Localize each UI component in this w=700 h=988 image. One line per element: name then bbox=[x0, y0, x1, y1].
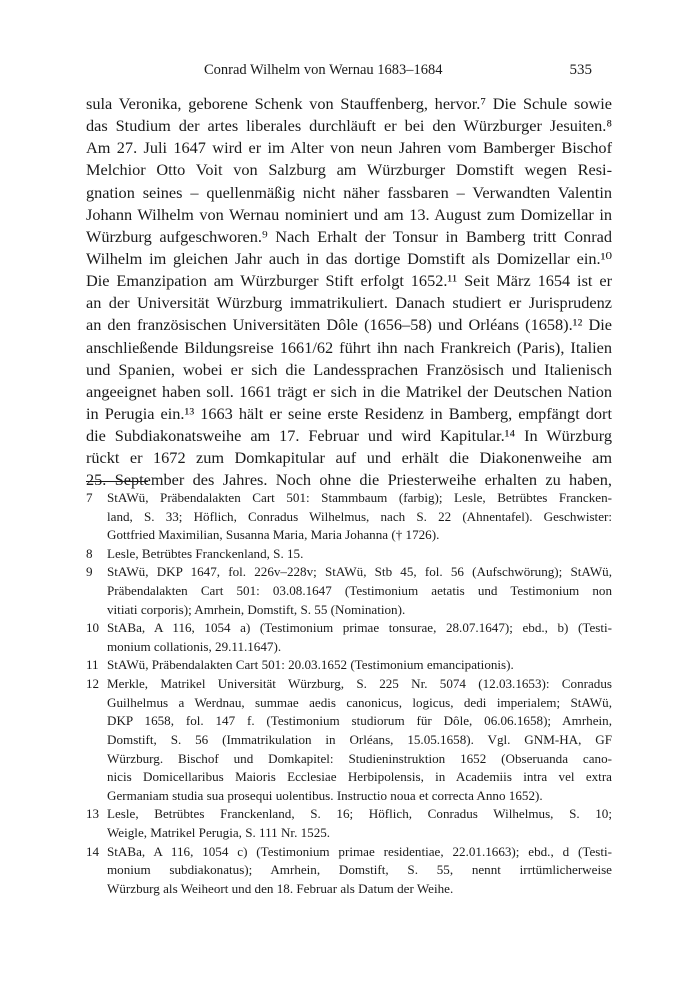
footnote-line bbox=[86, 619, 612, 638]
body-text bbox=[86, 93, 612, 492]
body-line: das Studium der artes liberales durchläuft er bei den Würzburger Jesuiten.⁸ bbox=[86, 116, 612, 136]
footnote-number: 8 bbox=[86, 545, 93, 561]
body-line: Melchior Otto Voit von Salzburg am Würzburger Domstift wegen Resi- bbox=[86, 160, 612, 180]
footnote-line bbox=[86, 582, 612, 601]
footnote-11 bbox=[86, 656, 612, 675]
footnote-rule bbox=[86, 481, 148, 482]
footnote-7 bbox=[86, 489, 612, 545]
footnote-line bbox=[86, 675, 612, 694]
footnote-text: Merkle, Matrikel Universität Würzburg, S. 225 Nr. 5074 (12.03.1653): Conradus bbox=[107, 676, 612, 692]
footnote-text: Gottfried Maximilian, Susanna Maria, Maria Johanna († 1726). bbox=[107, 527, 440, 543]
body-line: an den französischen Universitäten Dôle (1656–58) und Orléans (1658).¹² Die bbox=[86, 315, 612, 335]
body-line: 25. September des Jahres. Noch ohne die Priesterweihe erhalten zu haben, bbox=[86, 470, 612, 490]
footnote-text: DKP 1658, fol. 147 f. (Testimonium studiorum für Dôle, 06.06.1658); Amrhein, bbox=[107, 713, 612, 729]
footnote-line bbox=[86, 638, 612, 657]
body-line: Wilhelm im gleichen Jahr auch in das dortige Domstift als Domizellar ein.¹⁰ bbox=[86, 248, 612, 268]
body-line: anschließende Bildungsreise 1661/62 führt ihn nach Frankreich (Paris), Italien bbox=[86, 337, 612, 357]
footnote-text: StABa, A 116, 1054 a) (Testimonium primae tonsurae, 28.07.1647); ebd., b) (Testi- bbox=[107, 620, 612, 636]
body-line: die Subdiakonatsweihe am 17. Februar und wird Kapitular.¹⁴ In Würzburg bbox=[86, 426, 612, 446]
footnote-text: nicis Domicellaribus Maioris Ecclesiae Herbipolensis, in Academiis intra vel extra bbox=[107, 769, 612, 785]
footnote-line bbox=[86, 508, 612, 527]
footnote-12 bbox=[86, 675, 612, 805]
footnote-13 bbox=[86, 805, 612, 842]
footnote-text: Würzburg. Bischof und Domkapitel: Studieninstruktion 1652 (Obseruanda cano- bbox=[107, 750, 612, 766]
footnote-number: 7 bbox=[86, 490, 93, 505]
body-line: Die Emanzipation am Würzburger Stift erfolgt 1652.¹¹ Seit März 1654 ist er bbox=[86, 271, 612, 291]
body-line: Würzburg aufgeschworen.⁹ Nach Erhalt der Tonsur in Bamberg tritt Conrad bbox=[86, 226, 612, 246]
footnote-line bbox=[86, 545, 612, 564]
footnote-text: Präbendalakten Cart 501: 03.08.1647 (Testimonium aetatis und Testimonium non bbox=[107, 583, 612, 599]
footnote-9 bbox=[86, 563, 612, 619]
body-line: sula Veronika, geborene Schenk von Stauffenberg, hervor.⁷ Die Schule sowie bbox=[86, 94, 612, 113]
footnote-line bbox=[86, 768, 612, 787]
footnote-8 bbox=[86, 545, 612, 564]
footnote-text: Germaniam studia sua prosequi uolentibus. Instructio noua et correcta Anno 1652). bbox=[107, 787, 543, 803]
footnote-text: Lesle, Betrübtes Franckenland, S. 16; Höflich, Conradus Wilhelmus, S. 10; bbox=[107, 806, 612, 822]
footnote-line bbox=[86, 601, 612, 620]
footnote-line bbox=[86, 563, 612, 582]
footnote-text: Würzburg als Weiheort und den 18. Februar als Datum der Weihe. bbox=[107, 880, 454, 896]
body-line: angeeignet haben soll. 1661 trägt er sich in die Matrikel der Deutschen Nation bbox=[86, 381, 612, 401]
body-line: und Spanien, wobei er sich die Landessprachen Französisch und Italienisch bbox=[86, 359, 612, 379]
footnote-line bbox=[86, 694, 612, 713]
footnote-text: land, S. 33; Höflich, Conradus Wilhelmus, nach S. 22 (Ahnentafel). Geschwister: bbox=[107, 508, 612, 524]
footnote-line bbox=[86, 861, 612, 880]
footnote-text: StAWü, DKP 1647, fol. 226v–228v; StAWü, Stb 45, fol. 56 (Aufschwörung); StAWü, bbox=[107, 564, 612, 580]
body-line: gnation seines – quellenmäßig nicht näher fassbaren – Verwandten Valentin bbox=[86, 182, 612, 202]
body-line: Am 27. Juli 1647 wird er im Alter von neun Jahren vom Bamberger Bischof bbox=[86, 138, 612, 158]
footnote-line bbox=[86, 712, 612, 731]
body-line: rückt er 1672 zum Domkapitular auf und erhält die Diakonenweihe am bbox=[86, 448, 612, 468]
running-head bbox=[0, 62, 700, 82]
footnote-text: vitiati corporis); Amrhein, Domstift, S. 55 (Nomination). bbox=[107, 601, 406, 617]
footnote-text: StAWü, Präbendalakten Cart 501: 20.03.1652 (Testimonium emancipationis). bbox=[107, 657, 514, 673]
footnote-line bbox=[86, 750, 612, 769]
page-number: 535 bbox=[569, 62, 592, 78]
footnote-number: 12 bbox=[86, 676, 100, 692]
footnote-10 bbox=[86, 619, 612, 656]
footnote-text: Lesle, Betrübtes Franckenland, S. 15. bbox=[107, 545, 304, 561]
footnote-number: 11 bbox=[86, 657, 99, 673]
footnote-line bbox=[86, 880, 612, 899]
footnote-line bbox=[86, 526, 612, 545]
footnote-number: 9 bbox=[86, 564, 93, 580]
footnote-line bbox=[86, 805, 612, 824]
footnotes bbox=[86, 489, 612, 898]
footnote-text: StABa, A 116, 1054 c) (Testimonium primae residentiae, 22.01.1663); ebd., d (Testi- bbox=[107, 843, 612, 859]
footnote-line bbox=[86, 787, 612, 806]
footnote-line bbox=[86, 731, 612, 750]
footnote-line bbox=[86, 843, 612, 862]
footnote-text: Domstift, S. 56 (Immatrikulation in Orléans, 15.05.1658). Vgl. GNM-HA, GF bbox=[107, 731, 612, 747]
footnote-text: monium subdiakonatus); Amrhein, Domstift, S. 55, nennt irrtümlicherweise bbox=[107, 862, 612, 878]
body-line: in Perugia ein.¹³ 1663 hält er seine erste Residenz in Bamberg, empfängt dort bbox=[86, 403, 612, 423]
footnote-text: StAWü, Präbendalakten Cart 501: Stammbaum (farbig); Lesle, Betrübtes Francken- bbox=[107, 490, 612, 505]
footnote-text: monium collationis, 29.11.1647). bbox=[107, 638, 282, 654]
footnote-text: Weigle, Matrikel Perugia, S. 111 Nr. 1525. bbox=[107, 824, 331, 840]
running-title: Conrad Wilhelm von Wernau 1683–1684 bbox=[204, 62, 443, 78]
footnote-line bbox=[86, 656, 612, 675]
footnote-line bbox=[86, 489, 612, 508]
footnote-number: 14 bbox=[86, 843, 100, 859]
footnote-line bbox=[86, 824, 612, 843]
body-line: an der Universität Würzburg immatrikuliert. Danach studiert er Jurisprudenz bbox=[86, 293, 612, 313]
body-line: Johann Wilhelm von Wernau nominiert und am 13. August zum Domizellar in bbox=[86, 204, 612, 224]
footnote-text: Guilhelmus a Werdnau, summae aedis canonicus, logicus, dedi imperialem; StAWü, bbox=[107, 694, 612, 710]
footnote-number: 13 bbox=[86, 806, 100, 822]
footnote-14 bbox=[86, 843, 612, 899]
footnote-number: 10 bbox=[86, 620, 100, 636]
